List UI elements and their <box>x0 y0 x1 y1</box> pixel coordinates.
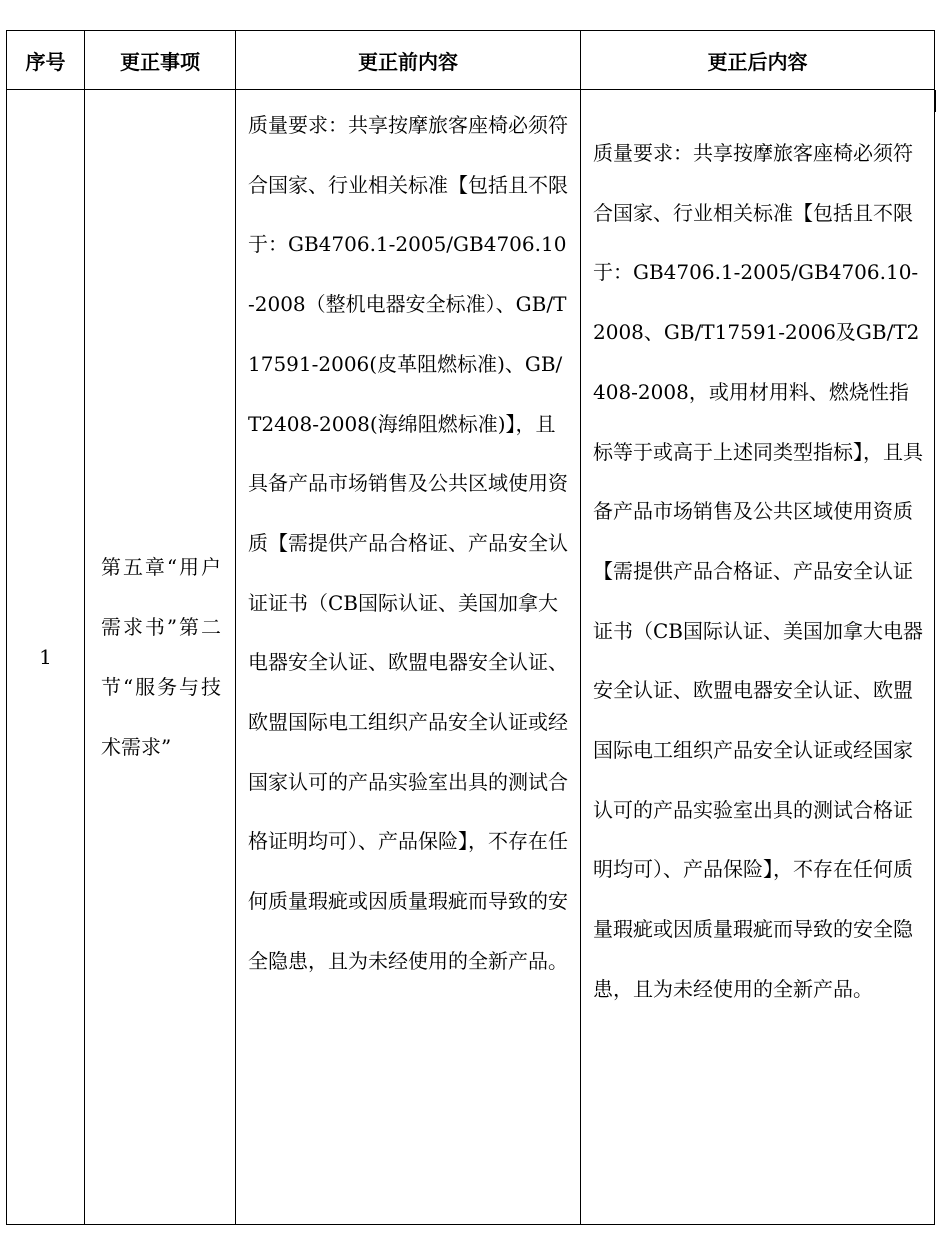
seq-cell: 1 <box>7 90 85 1225</box>
after-content-cell: 质量要求：共享按摩旅客座椅必须符合国家、行业相关标准【包括且不限于：GB4706.1-2005/GB4706.10-2008、GB/T17591-2006及GB/T2408-2008，或用材用料、燃烧性指标等于或高于上述同类型指标】，且具备产品市场销售及公共区域使用资质【需提供产品合格证、产品安全认证证书（CB国际认证、美国加拿大电器安全认证、欧盟电器安全认证、欧盟国际电工组织产品安全认证或经国家认可的产品实验室出具的测试合格证明均可）、产品保险】，不存在任何质量瑕疵或因质量瑕疵而导致的安全隐患，且为未经使用的全新产品。 <box>581 90 935 1225</box>
header-seq: 序号 <box>7 31 85 90</box>
correction-table <box>6 30 935 1225</box>
header-after: 更正后内容 <box>581 31 935 90</box>
table-row <box>7 90 935 1225</box>
item-cell: 第五章“用户需求书”第二节“服务与技术需求” <box>85 90 236 1225</box>
page-edge-mark <box>934 90 936 112</box>
header-row <box>7 31 935 90</box>
before-content-cell: 质量要求：共享按摩旅客座椅必须符合国家、行业相关标准【包括且不限于：GB4706.1-2005/GB4706.10-2008（整机电器安全标准）、GB/T17591-2006(皮革阻燃标准)、GB/T2408-2008(海绵阻燃标准)】，且具备产品市场销售及公共区域使用资质【需提供产品合格证、产品安全认证证书（CB国际认证、美国加拿大电器安全认证、欧盟电器安全认证、欧盟国际电工组织产品安全认证或经国家认可的产品实验室出具的测试合格证明均可）、产品保险】，不存在任何质量瑕疵或因质量瑕疵而导致的安全隐患，且为未经使用的全新产品。 <box>236 90 581 1225</box>
header-before: 更正前内容 <box>236 31 581 90</box>
header-item: 更正事项 <box>85 31 236 90</box>
